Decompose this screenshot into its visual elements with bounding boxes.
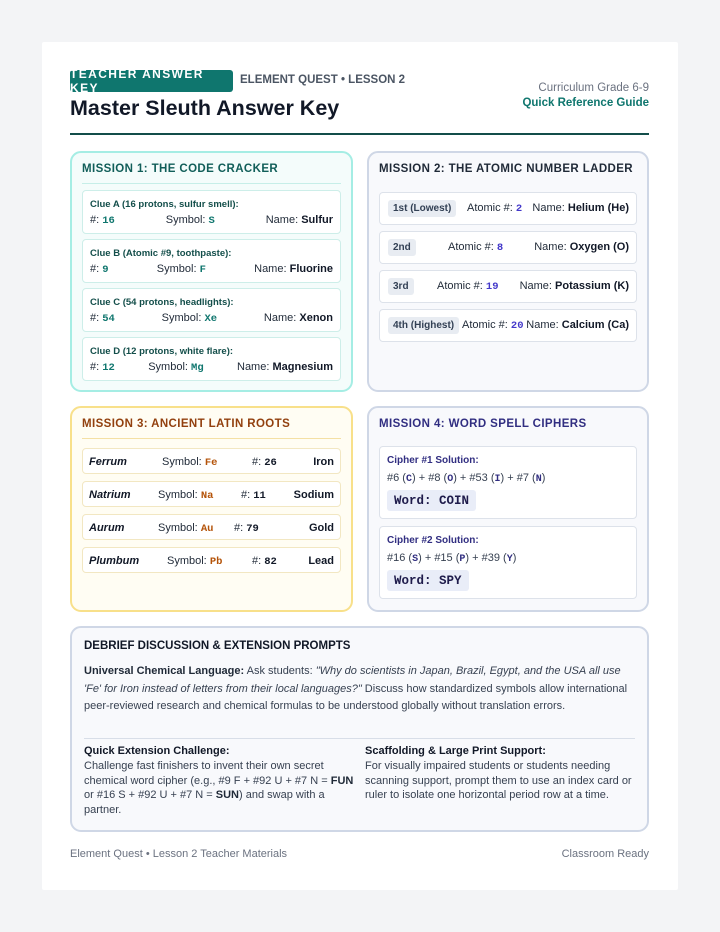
element-number (234, 522, 259, 535)
name-label: Name: (532, 202, 565, 214)
symbol-label: Symbol: (156, 263, 197, 275)
english-name: Lead (308, 555, 334, 567)
cipher-symbol: P (459, 554, 466, 565)
cipher-number: #39 (481, 552, 500, 564)
symbol-label: Symbol: (165, 214, 206, 226)
clue-answer-row (90, 312, 333, 325)
cipher-formula: #6 (C) + #8 (O) + #53 (I) + #7 (N) (387, 472, 546, 485)
debrief-lead: Universal Chemical Language: (84, 665, 245, 677)
debrief-paragraph (84, 663, 639, 716)
latin-root-row (82, 481, 341, 507)
atomic-value: 20 (510, 320, 524, 332)
rank-badge: 3rd (388, 278, 414, 295)
symbol-label: Symbol: (162, 456, 202, 468)
number-value: 16 (102, 215, 115, 227)
guide-label: Quick Reference Guide (522, 97, 649, 109)
symbol-value: F (199, 264, 206, 276)
debrief-quote: "Why do scientists in Japan, Brazil, Egypt, and the USA all use 'Fe' for Iron instead of letters from their local languages?" (84, 665, 621, 695)
cipher-symbol: I (494, 474, 501, 485)
cipher-number: #8 (428, 472, 441, 484)
latin-name: Ferrum (89, 456, 127, 468)
element-symbol (167, 555, 222, 568)
clue-name (264, 312, 333, 324)
footer-left: Element Quest • Lesson 2 Teacher Materials (70, 848, 288, 860)
debrief-panel (70, 626, 649, 832)
clue-number (90, 263, 109, 276)
name-value: Fluorine (289, 263, 333, 275)
mission-1-title: MISSION 1: THE CODE CRACKER (82, 163, 279, 175)
atomic-label: Atomic #: (462, 319, 508, 331)
symbol-label: Symbol: (167, 555, 207, 567)
rank-badge: 1st (Lowest) (388, 200, 456, 217)
cipher-symbol: N (535, 474, 542, 485)
name-label: Name: (534, 241, 567, 253)
number-label: #: (252, 555, 262, 567)
cipher-symbol: O (447, 474, 454, 485)
latin-root-row (82, 448, 341, 474)
clue-heading: Clue A (16 protons, sulfur smell): (90, 199, 239, 210)
cipher-word: Word: COIN (387, 490, 476, 511)
name-label: Name: (263, 312, 297, 324)
clue-card (82, 288, 341, 332)
clue-name (254, 263, 333, 275)
clue-name (266, 214, 333, 226)
element-name (534, 241, 629, 253)
debrief-lead-text: Ask students: (244, 665, 316, 677)
name-value: Magnesium (272, 361, 333, 373)
divider (82, 183, 341, 184)
symbol-value: Au (200, 523, 214, 535)
atomic-number (437, 280, 499, 293)
symbol-value: Mg (191, 362, 204, 374)
number-label: #: (252, 456, 262, 468)
english-name: Iron (313, 456, 334, 468)
latin-name: Natrium (89, 489, 131, 501)
name-value: Potassium (K) (555, 280, 629, 292)
element-number (252, 555, 277, 568)
ladder-row (379, 270, 637, 303)
name-label: Name: (237, 361, 270, 373)
clue-number (90, 214, 115, 227)
cipher-number: #15 (434, 552, 453, 564)
atomic-number (448, 241, 503, 254)
latin-root-row (82, 547, 341, 573)
latin-name: Plumbum (89, 555, 140, 567)
clue-symbol (162, 312, 217, 325)
scaffolding-support (365, 745, 637, 803)
number-value: 9 (102, 264, 109, 276)
divider (82, 438, 341, 439)
mission-2-title: MISSION 2: THE ATOMIC NUMBER LADDER (379, 163, 634, 175)
atomic-label: Atomic #: (437, 280, 483, 292)
debrief-title: DEBRIEF DISCUSSION & EXTENSION PROMPTS (84, 640, 351, 652)
clue-symbol (148, 361, 203, 374)
number-label: #: (234, 522, 244, 534)
number-label: #: (241, 489, 251, 501)
extension-text (84, 759, 356, 817)
number-value: 11 (253, 490, 266, 502)
clue-card (82, 337, 341, 381)
number-value: 82 (264, 556, 277, 568)
mission-4-panel (367, 406, 649, 612)
element-symbol (158, 522, 213, 535)
name-value: Oxygen (O) (569, 241, 629, 253)
ladder-row (379, 309, 637, 342)
cipher-heading: Cipher #1 Solution: (387, 455, 479, 466)
element-symbol (162, 456, 217, 469)
rank-badge: 4th (Highest) (388, 317, 459, 334)
extension-text-part: ) and swap with a partner. (84, 789, 325, 816)
number-label: #: (90, 263, 100, 275)
cipher-symbol: S (412, 554, 419, 565)
symbol-value: S (208, 215, 215, 227)
number-label: #: (90, 214, 100, 226)
element-symbol (158, 489, 213, 502)
cipher-number: #6 (387, 472, 400, 484)
atomic-number (467, 202, 522, 215)
clue-symbol (157, 263, 206, 276)
symbol-value: Pb (209, 556, 223, 568)
cipher-word: Word: SPY (387, 570, 469, 591)
clue-card (82, 190, 341, 234)
symbol-value: Xe (204, 313, 218, 325)
name-value: Helium (He) (567, 202, 629, 214)
cipher-number: #53 (469, 472, 488, 484)
symbol-value: Fe (204, 457, 218, 469)
ladder-row (379, 192, 637, 225)
number-value: 26 (264, 457, 277, 469)
clue-symbol (166, 214, 215, 227)
header-divider (70, 133, 649, 135)
symbol-label: Symbol: (161, 312, 202, 324)
mission-3-panel (70, 406, 353, 612)
page-title: Master Sleuth Answer Key (70, 96, 340, 120)
symbol-label: Symbol: (158, 489, 198, 501)
number-value: 12 (102, 362, 115, 374)
name-value: Sulfur (301, 214, 333, 226)
element-number (241, 489, 266, 502)
atomic-number (462, 319, 524, 332)
number-label: #: (90, 361, 100, 373)
number-value: 54 (102, 313, 115, 325)
clue-card (82, 239, 341, 283)
cipher-number: #7 (516, 472, 529, 484)
atomic-label: Atomic #: (467, 202, 513, 214)
name-label: Name: (526, 319, 559, 331)
name-label: Name: (265, 214, 299, 226)
debrief-tail: Discuss how standardized symbols allow international peer-reviewed research and chemical formulas to be understood globally without translation errors. (84, 682, 628, 712)
name-value: Calcium (Ca) (561, 319, 629, 331)
clue-name (237, 361, 333, 373)
cipher-heading: Cipher #2 Solution: (387, 535, 479, 546)
teacher-answer-key-badge: TEACHER ANSWER KEY (70, 70, 233, 92)
clue-answer-row (90, 214, 333, 227)
ladder-row (379, 231, 637, 264)
extension-word: SUN (215, 789, 240, 801)
clue-heading: Clue C (54 protons, headlights): (90, 297, 234, 308)
clue-answer-row (90, 361, 333, 374)
element-name (532, 202, 629, 214)
cipher-card (379, 446, 637, 519)
grade-label: Curriculum Grade 6-9 (538, 82, 649, 94)
atomic-value: 19 (485, 281, 499, 293)
cipher-symbol: C (405, 474, 412, 485)
mission-4-title: MISSION 4: WORD SPELL CIPHERS (379, 418, 587, 430)
name-label: Name: (254, 263, 287, 275)
clue-answer-row (90, 263, 333, 276)
atomic-value: 2 (515, 203, 523, 215)
english-name: Sodium (293, 489, 334, 501)
extension-title: Quick Extension Challenge: (84, 745, 230, 757)
name-value: Xenon (299, 312, 333, 324)
symbol-label: Symbol: (158, 522, 198, 534)
clue-heading: Clue B (Atomic #9, toothpaste): (90, 248, 232, 259)
extension-word: FUN (330, 774, 354, 787)
extension-text-part: or #16 S + #92 U + #7 N = (84, 789, 216, 801)
scaffolding-title: Scaffolding & Large Print Support: (365, 745, 546, 757)
atomic-value: 8 (496, 242, 504, 254)
answer-key-page (42, 42, 678, 890)
scaffolding-text: For visually impaired students or students needing scanning support, prompt them to use an index card or ruler to isolate one horizontal period row at a time. (365, 760, 632, 801)
mission-2-panel (367, 151, 649, 392)
mission-1-panel (70, 151, 353, 392)
latin-root-row (82, 514, 341, 540)
latin-name: Aurum (89, 522, 125, 534)
extension-challenge (84, 745, 356, 817)
element-name (526, 319, 629, 331)
atomic-label: Atomic #: (448, 241, 494, 253)
english-name: Gold (308, 522, 334, 534)
rank-badge: 2nd (388, 239, 416, 256)
name-label: Name: (519, 280, 552, 292)
number-label: #: (90, 312, 100, 324)
footer-right: Classroom Ready (561, 848, 649, 860)
symbol-value: Na (200, 490, 214, 502)
symbol-label: Symbol: (148, 361, 188, 373)
number-value: 79 (246, 523, 259, 535)
element-name (520, 280, 629, 292)
cipher-symbol: Y (506, 554, 513, 565)
element-number (252, 456, 277, 469)
cipher-number: #16 (387, 552, 406, 564)
divider (84, 738, 635, 739)
extension-text-part: Challenge fast finishers to invent their own secret chemical word cipher (e.g., #9 F + #92 U + #7 N = (84, 760, 331, 787)
clue-number (90, 312, 115, 325)
lesson-label: ELEMENT QUEST • LESSON 2 (240, 74, 406, 86)
mission-3-title: MISSION 3: ANCIENT LATIN ROOTS (82, 418, 291, 430)
cipher-formula: #16 (S) + #15 (P) + #39 (Y) (387, 552, 517, 565)
clue-heading: Clue D (12 protons, white flare): (90, 346, 234, 357)
clue-number (90, 361, 115, 374)
cipher-card (379, 526, 637, 599)
